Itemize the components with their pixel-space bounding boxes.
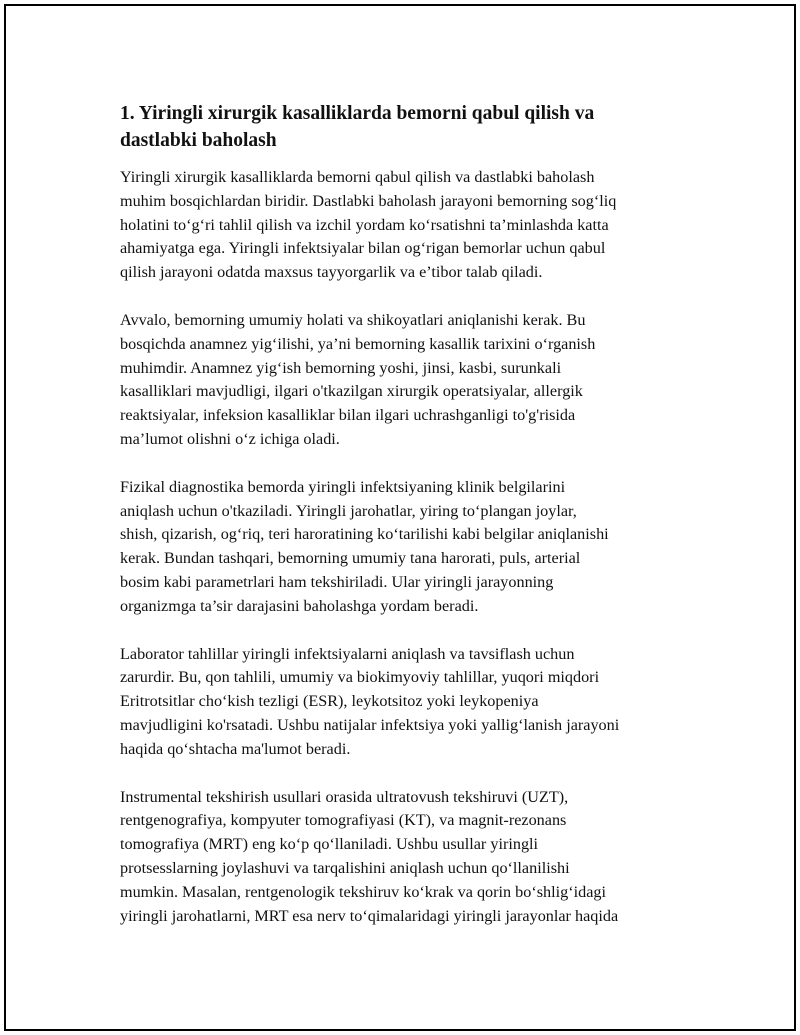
- text-line: holatini to‘g‘ri tahlil qilish va izchil yordam ko‘rsatishni ta’minlashda katta: [120, 215, 609, 234]
- text-line: haqida qo‘shtacha ma'lumot beradi.: [120, 739, 351, 758]
- text-line: muhim bosqichlardan biridir. Dastlabki baholash jarayoni bemorning sog‘liq: [120, 191, 617, 210]
- section-heading: [120, 100, 692, 154]
- text-line: ahamiyatga ega. Yiringli infektsiyalar bilan og‘rigan bemorlar uchun qabul: [120, 239, 606, 258]
- text-line: bosqichda anamnez yig‘ilishi, ya’ni bemorning kasallik tarixini o‘rganish: [120, 334, 596, 353]
- text-line: mumkin. Masalan, rentgenologik tekshiruv ko‘krak va qorin bo‘shlig‘idagi: [120, 882, 606, 901]
- text-line: rentgenografiya, kompyuter tomografiyasi (KT), va magnit-rezonans: [120, 811, 567, 830]
- text-line: Laborator tahlillar yiringli infektsiyalarni aniqlash va tavsiflash uchun: [120, 644, 575, 663]
- text-line: mavjudligini ko'rsatadi. Ushbu natijalar infektsiya yoki yallig‘lanish jarayoni: [120, 715, 620, 734]
- text-line: shish, qizarish, og‘riq, teri haroratining ko‘tarilishi kabi belgilar aniqlanishi: [120, 525, 609, 544]
- document-content: [120, 100, 692, 952]
- paragraph-physical-diagnostics: [120, 476, 692, 619]
- text-line: Yiringli xirurgik kasalliklarda bemorni qabul qilish va dastlabki baholash: [120, 168, 595, 186]
- heading-line: 1. Yiringli xirurgik kasalliklarda bemorni qabul qilish va: [120, 103, 595, 124]
- text-line: protsesslarning joylashuvi va tarqalishini aniqlash uchun qo‘llanilishi: [120, 858, 570, 877]
- text-line: reaktsiyalar, infeksion kasalliklar bilan ilgari uchrashganligi to'g'risida: [120, 406, 576, 425]
- text-line: zarurdir. Bu, qon tahlili, umumiy va biokimyoviy tahlillar, yuqori miqdori: [120, 668, 600, 687]
- heading-line: dastlabki baholash: [120, 130, 277, 151]
- page-frame: [4, 4, 796, 1031]
- text-line: Avvalo, bemorning umumiy holati va shikoyatlari aniqlanishi kerak. Bu: [120, 310, 586, 329]
- text-line: Instrumental tekshirish usullari orasida ultratovush tekshiruvi (UZT),: [120, 787, 569, 806]
- text-line: bosim kabi parametrlari ham tekshiriladi. Ular yiringli jarayonning: [120, 572, 554, 591]
- text-line: kerak. Bundan tashqari, bemorning umumiy tana harorati, puls, arterial: [120, 549, 581, 568]
- text-line: muhimdir. Anamnez yig‘ish bemorning yoshi, jinsi, kasbi, surunkali: [120, 358, 562, 377]
- text-line: aniqlash uchun o'tkaziladi. Yiringli jarohatlar, yiring to‘plangan joylar,: [120, 501, 577, 520]
- text-line: kasalliklari mavjudligi, ilgari o'tkazilgan xirurgik operatsiyalar, allergik: [120, 382, 583, 401]
- text-line: yiringli jarohatlarni, MRT esa nerv to‘qimalaridagi yiringli jarayonlar haqida: [120, 906, 619, 925]
- paragraph-intro: [120, 166, 692, 285]
- paragraph-laboratory: [120, 643, 692, 762]
- text-line: tomografiya (MRT) eng ko‘p qo‘llaniladi. Ushbu usullar yiringli: [120, 835, 539, 854]
- text-line: ma’lumot olishni o‘z ichiga oladi.: [120, 429, 340, 448]
- paragraph-anamnesis: [120, 309, 692, 452]
- text-line: qilish jarayoni odatda maxsus tayyorgarlik va e’tibor talab qiladi.: [120, 263, 543, 282]
- text-line: Eritrotsitlar cho‘kish tezligi (ESR), leykotsitoz yoki leykopeniya: [120, 692, 539, 711]
- paragraph-instrumental: [120, 786, 692, 929]
- text-line: Fizikal diagnostika bemorda yiringli infektsiyaning klinik belgilarini: [120, 477, 566, 496]
- text-line: organizmga ta’sir darajasini baholashga yordam beradi.: [120, 596, 479, 615]
